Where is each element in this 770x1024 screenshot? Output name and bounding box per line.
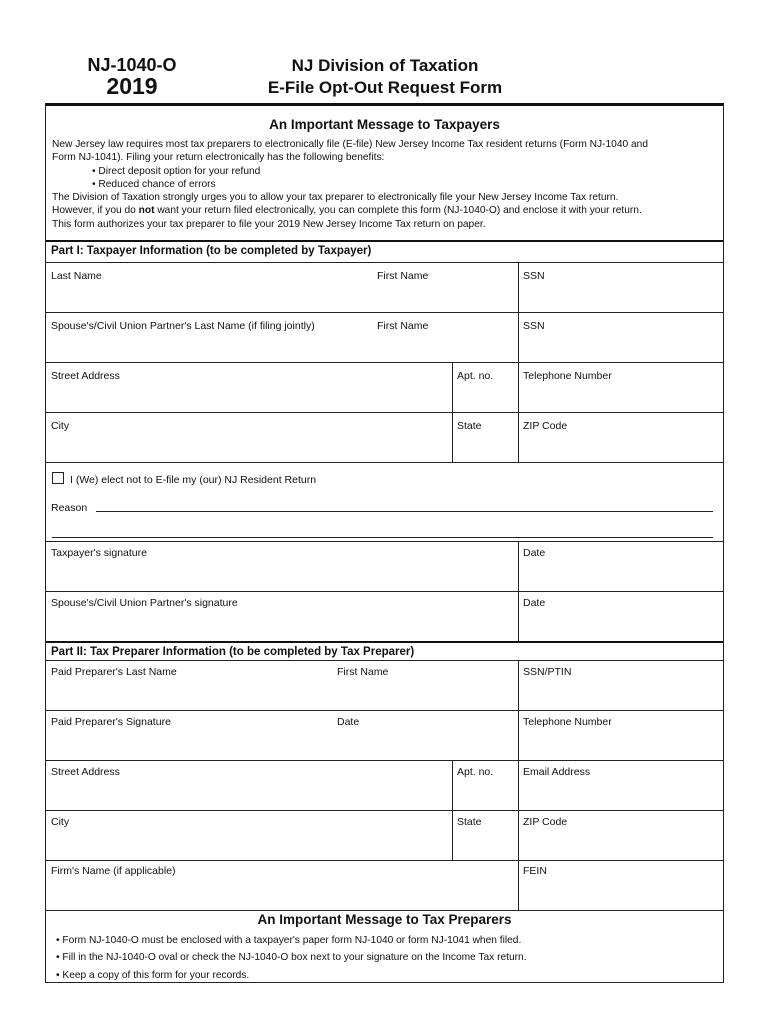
taxpayer-date-field[interactable] [518, 541, 723, 591]
ssn-field[interactable] [518, 262, 723, 312]
preparer-telephone-label: Telephone Number [523, 716, 612, 728]
spouse-ssn-label: SSN [523, 320, 545, 332]
spouse-signature-label: Spouse's/Civil Union Partner's signature [51, 597, 238, 609]
divider [46, 240, 723, 242]
taxpayer-message-title: An Important Message to Taxpayers [269, 117, 500, 132]
preparer-city-field[interactable] [46, 810, 452, 860]
message-line: Form NJ-1041). Filing your return electronically has the following benefits: [52, 152, 385, 164]
ssn-ptin-label: SSN/PTIN [523, 666, 572, 678]
divider [46, 910, 723, 911]
preparer-city-label: City [51, 816, 70, 828]
divider [518, 362, 519, 412]
preparer-instruction: • Form NJ-1040-O must be enclosed with a taxpayer's paper form NJ-1040 or form NJ-1041 when filed. [56, 935, 522, 946]
message-line: New Jersey law requires most tax preparers to electronically file (E-file) New Jersey Income Tax resident returns (Form NJ-1040 and [52, 139, 648, 150]
divider [518, 591, 519, 641]
fein-label: FEIN [523, 865, 547, 877]
message-text: However, if you do [52, 205, 139, 217]
message-line: This form authorizes your tax preparer to file your 2019 New Jersey Income Tax return on paper. [52, 218, 486, 230]
divider [518, 660, 519, 710]
divider [518, 312, 519, 362]
last-name-label: Last Name [51, 270, 102, 282]
city-field[interactable] [46, 412, 452, 462]
ssn-label: SSN [523, 270, 545, 282]
divider [452, 412, 453, 462]
preparer-street-label: Street Address [51, 766, 120, 778]
last-name-field[interactable] [46, 262, 518, 312]
spouse-first-name-label: First Name [377, 320, 429, 332]
preparer-instruction: • Fill in the NJ-1040-O oval or check the NJ-1040-O box next to your signature on the Income Tax return. [56, 952, 527, 963]
first-name-label: First Name [377, 270, 429, 282]
message-text: want your return filed electronically, you can complete this form (NJ-1040-O) and enclose it with your return. [154, 205, 642, 217]
preparer-signature-label: Paid Preparer's Signature [51, 716, 171, 728]
telephone-label: Telephone Number [523, 370, 612, 382]
preparer-message-title: An Important Message to Tax Preparers [257, 912, 512, 927]
divider [518, 262, 519, 312]
preparer-last-name-label: Paid Preparer's Last Name [51, 666, 177, 678]
spouse-date-field[interactable] [518, 591, 723, 641]
divider [518, 412, 519, 462]
fein-field[interactable] [518, 860, 723, 910]
message-line [52, 204, 722, 217]
divider [452, 760, 453, 810]
city-label: City [51, 420, 70, 432]
taxpayer-signature-label: Taxpayer's signature [51, 547, 147, 559]
divider [452, 362, 453, 412]
zip-label: ZIP Code [523, 420, 568, 432]
reason-input-line[interactable] [96, 511, 713, 512]
preparer-apt-label: Apt. no. [457, 766, 494, 778]
divider [46, 641, 723, 643]
firm-name-label: Firm's Name (if applicable) [51, 865, 176, 877]
divider [518, 810, 519, 860]
reason-label: Reason [51, 502, 88, 514]
message-emphasis: not [138, 205, 155, 217]
benefit-item: • Direct deposit option for your refund [92, 165, 261, 177]
message-line: The Division of Taxation strongly urges you to allow your tax preparer to electronically file your New Jersey Income Tax return. [52, 192, 619, 204]
divider [518, 760, 519, 810]
preparer-instruction: • Keep a copy of this form for your records. [56, 970, 250, 981]
preparer-first-name-label: First Name [337, 666, 389, 678]
preparer-zip-label: ZIP Code [523, 816, 568, 828]
form-title: E-File Opt-Out Request Form [267, 78, 503, 97]
divider [518, 541, 519, 591]
divider [46, 462, 723, 463]
opt-out-form [45, 103, 724, 983]
agency-title: NJ Division of Taxation [291, 56, 479, 75]
street-address-label: Street Address [51, 370, 120, 382]
preparer-email-label: Email Address [523, 766, 591, 778]
part1-title: Part I: Taxpayer Information (to be completed by Taxpayer) [51, 245, 372, 257]
taxpayer-date-label: Date [523, 547, 546, 559]
spouse-last-name-label: Spouse's/Civil Union Partner's Last Name (if filing jointly) [51, 320, 315, 332]
taxpayer-message [52, 138, 722, 231]
spouse-date-label: Date [523, 597, 546, 609]
opt-out-checkbox-label: I (We) elect not to E-file my (our) NJ Resident Return [70, 474, 317, 486]
apt-no-label: Apt. no. [457, 370, 494, 382]
opt-out-checkbox[interactable] [52, 472, 64, 484]
preparer-state-label: State [457, 816, 482, 828]
state-label: State [457, 420, 482, 432]
preparer-date-label: Date [337, 716, 360, 728]
reason-input-line[interactable] [52, 537, 713, 538]
form-code: NJ-1040-O [87, 55, 177, 75]
divider [452, 810, 453, 860]
divider [518, 860, 519, 910]
benefit-item: • Reduced chance of errors [92, 178, 216, 190]
spouse-ssn-field[interactable] [518, 312, 723, 362]
divider [518, 710, 519, 760]
part2-title: Part II: Tax Preparer Information (to be completed by Tax Preparer) [51, 646, 415, 658]
form-year: 2019 [106, 73, 158, 99]
